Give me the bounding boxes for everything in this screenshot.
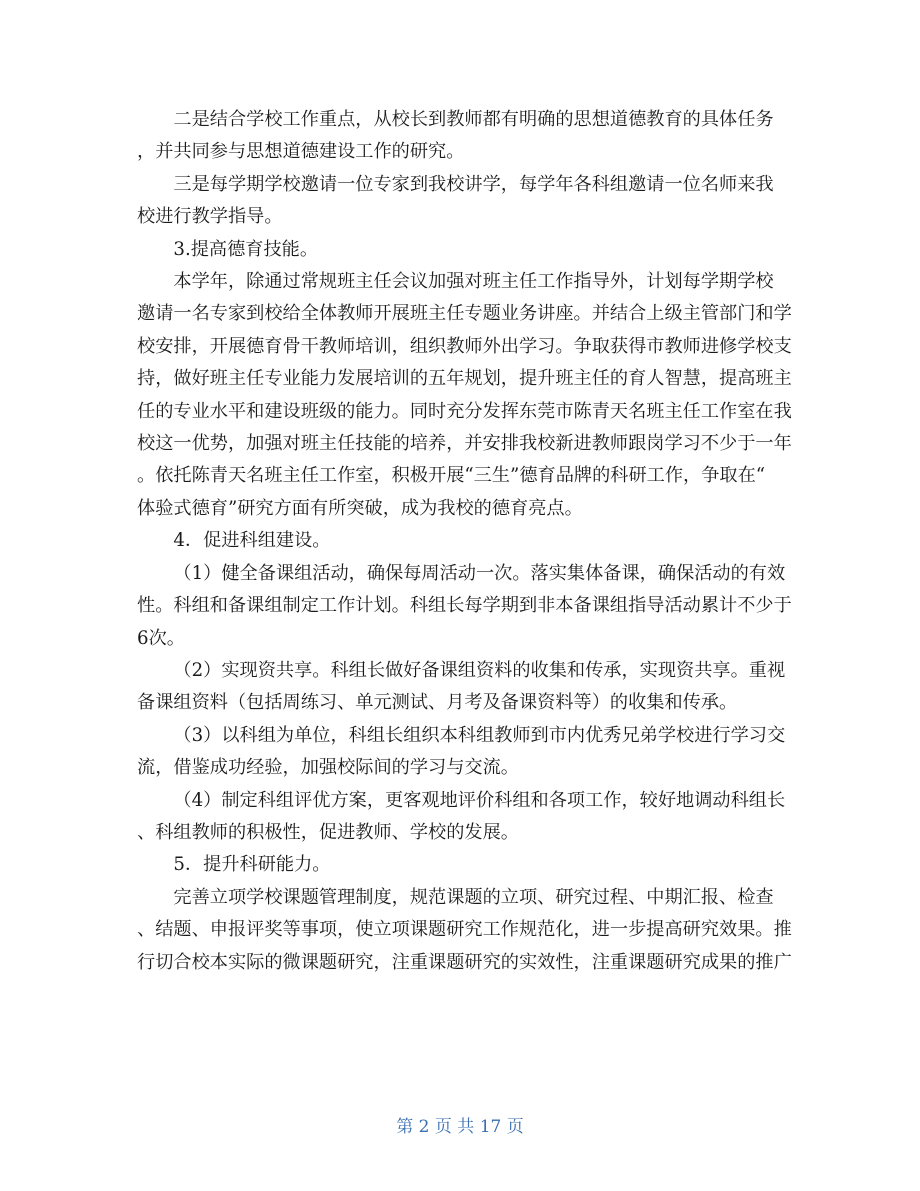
paragraph-line: 流，借鉴成功经验，加强校际间的学习与交流。 — [137, 757, 519, 779]
paragraph-line: 4．促进科组建设。 — [173, 530, 331, 552]
paragraph-line: 5．提升科研能力。 — [173, 854, 331, 876]
paragraph-item-3 — [137, 720, 786, 785]
paragraph-line: （2）实现资共享。科组长做好备课组资料的收集和传承，实现资共享。重视 — [173, 659, 786, 681]
section-heading-subject-groups — [137, 525, 783, 557]
page-number-footer: 第 2 页 共 17 页 — [396, 1117, 524, 1137]
paragraph-item-4 — [137, 785, 786, 850]
section-heading-moral-skills — [137, 234, 783, 266]
paragraph-line: 校进行教学指导。 — [137, 206, 283, 228]
paragraph-line: 体验式德育”研究方面有所突破，成为我校的德育亮点。 — [137, 497, 583, 519]
paragraph-line: （1）健全备课组活动，确保每周活动一次。落实集体备课，确保活动的有效 — [173, 562, 786, 584]
paragraph-line: 持，做好班主任专业能力发展培训的五年规划，提升班主任的育人智慧，提高班主 — [137, 368, 792, 390]
paragraph-line: 6次。 — [137, 627, 185, 649]
paragraph-line: 行切合校本实际的微课题研究，注重课题研究的实效性，注重课题研究成果的推广 — [137, 951, 792, 973]
paragraph-line: 完善立项学校课题管理制度，规范课题的立项、研究过程、中期汇报、检查 — [173, 886, 774, 908]
paragraph-goal-three — [137, 169, 783, 234]
paragraph-line: 、结题、申报评奖等事项，使立项课题研究工作规范化，进一步提高研究效果。推 — [137, 919, 792, 941]
paragraph-line: （4）制定科组评优方案，更客观地评价科组和各项工作，较好地调动科组长 — [173, 789, 786, 811]
paragraph-moral-skills — [137, 266, 792, 525]
paragraph-line: 。依托陈青天名班主任工作室，积极开展“三生”德育品牌的科研工作，争取在“ — [137, 465, 766, 487]
document-body — [137, 104, 792, 979]
section-heading-research — [137, 849, 783, 881]
paragraph-line: 任的专业水平和建设班级的能力。同时充分发挥东莞市陈青天名班主任工作室在我 — [137, 400, 792, 422]
paragraph-line: 3.提高德育技能。 — [173, 238, 319, 260]
paragraph-line: 性。科组和备课组制定工作计划。科组长每学期到非本备课组指导活动累计不少于 — [137, 595, 792, 617]
paragraph-line: 本学年，除通过常规班主任会议加强对班主任工作指导外，计划每学期学校 — [173, 271, 774, 293]
paragraph-line: 校安排，开展德育骨干教师培训，组织教师外出学习。争取获得市教师进修学校支 — [137, 335, 792, 357]
paragraph-line: 、科组教师的积极性，促进教师、学校的发展。 — [137, 821, 519, 843]
paragraph-research — [137, 882, 792, 979]
paragraph-goal-two — [137, 104, 783, 169]
paragraph-line: 校这一优势，加强对班主任技能的培养，并安排我校新进教师跟岗学习不少于一年 — [137, 433, 792, 455]
paragraph-line: 三是每学期学校邀请一位专家到我校讲学，每学年各科组邀请一位名师来我 — [173, 173, 774, 195]
paragraph-line: 二是结合学校工作重点，从校长到教师都有明确的思想道德教育的具体任务 — [173, 109, 774, 130]
paragraph-line: 备课组资料（包括周练习、单元测试、月考及备课资料等）的收集和传承。 — [137, 692, 738, 714]
paragraph-line: ，并共同参与思想道德建设工作的研究。 — [137, 141, 465, 163]
paragraph-line: 邀请一名专家到校给全体教师开展班主任专题业务讲座。并结合上级主管部门和学 — [137, 303, 792, 325]
paragraph-line: （3）以科组为单位，科组长组织本科组教师到市内优秀兄弟学校进行学习交 — [173, 724, 786, 746]
paragraph-item-1 — [137, 558, 792, 655]
paragraph-item-2 — [137, 655, 786, 720]
